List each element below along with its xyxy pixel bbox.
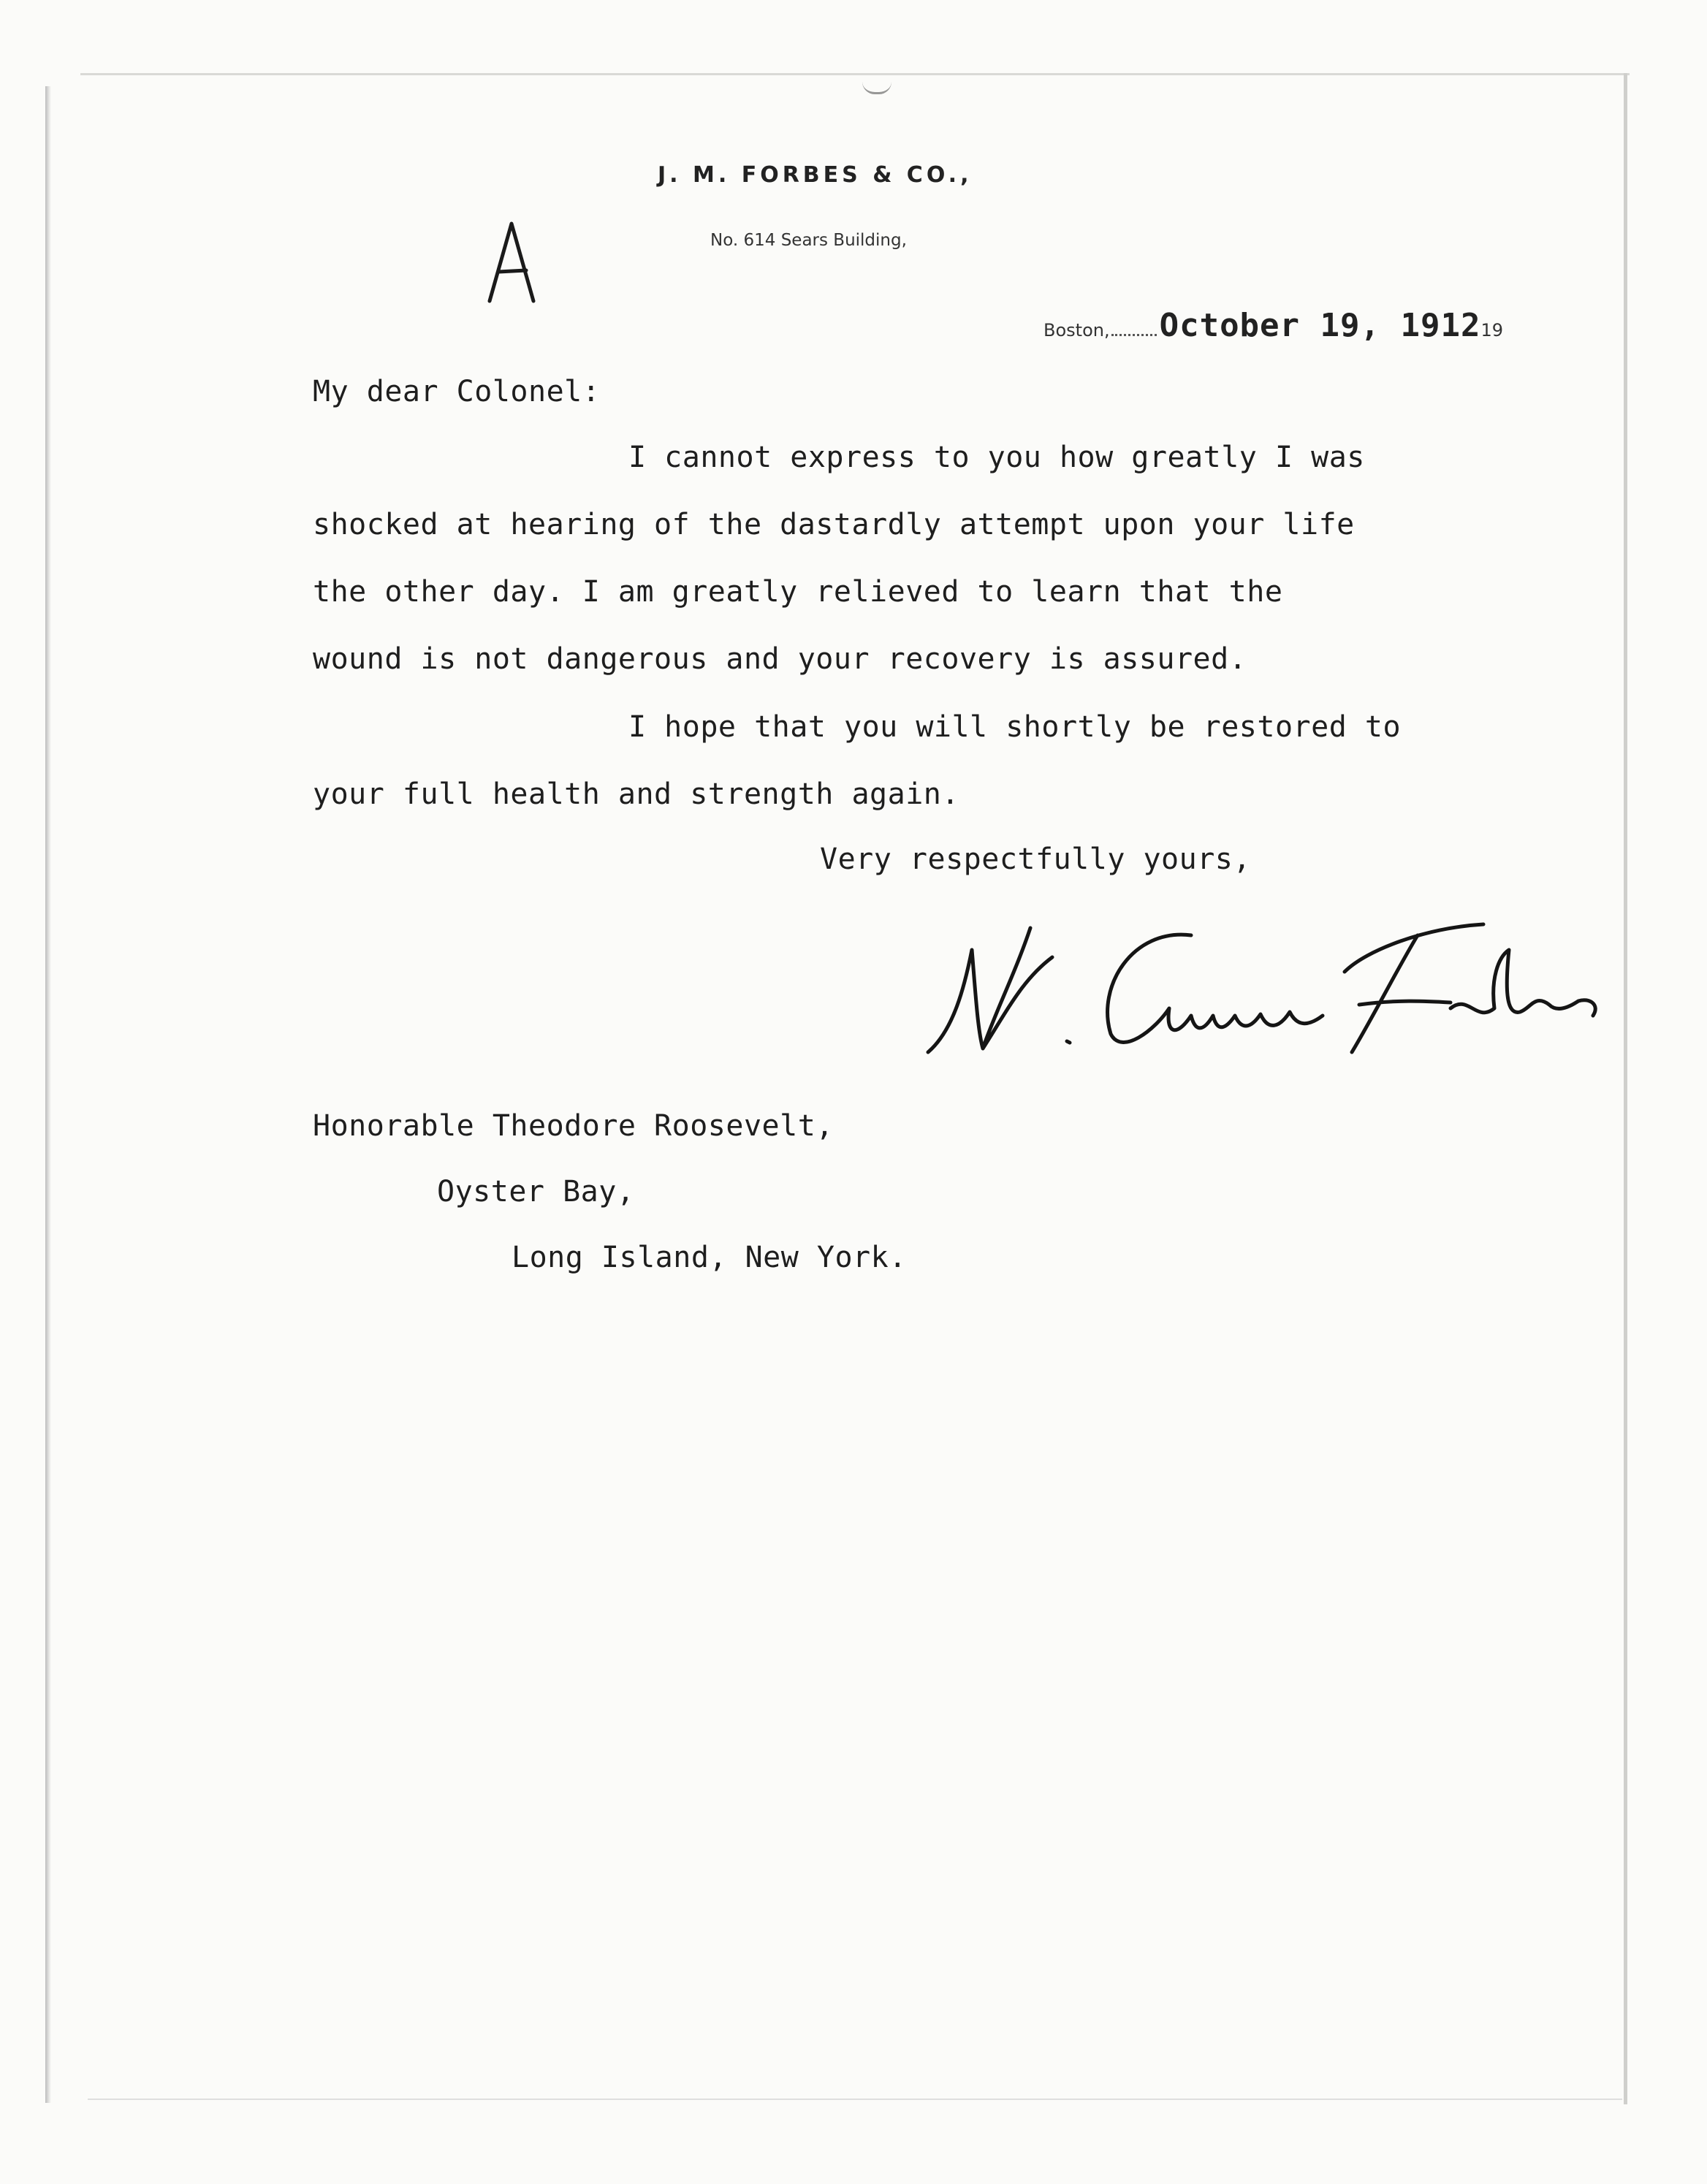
body-paragraph-2 xyxy=(313,710,1401,845)
date-dotted-leader xyxy=(1111,334,1157,336)
scan-edge-bottom xyxy=(88,2099,1622,2100)
paragraph-2-line-2: your full health and strength again. xyxy=(313,777,959,811)
date-place: Boston, xyxy=(1043,320,1110,340)
recipient-address-line-2: Oyster Bay, xyxy=(437,1175,635,1209)
letterhead-address: No. 614 Sears Building, xyxy=(710,231,907,250)
paragraph-2-line-1: I hope that you will shortly be restored to xyxy=(628,710,1402,744)
handwritten-signature xyxy=(913,906,1608,1067)
closing: Very respectfully yours, xyxy=(820,842,1251,876)
body-paragraph-1 xyxy=(313,441,1365,709)
paragraph-1-line-3: the other day. I am greatly relieved to learn that the xyxy=(313,575,1283,609)
date-typed: October 19, 1912 xyxy=(1159,307,1481,344)
letterhead-firm-name: J. M. FORBES & CO., xyxy=(658,162,973,188)
recipient-name-line: Honorable Theodore Roosevelt, xyxy=(313,1109,834,1143)
scan-edge-left xyxy=(45,86,51,2103)
paragraph-1-line-4: wound is not dangerous and your recovery is assured. xyxy=(313,642,1247,676)
paragraph-1-line-1: I cannot express to you how greatly I was xyxy=(628,441,1365,474)
date-line xyxy=(1043,307,1503,344)
scan-edge-right xyxy=(1624,73,1627,2104)
handwritten-mark-a xyxy=(482,219,541,307)
salutation: My dear Colonel: xyxy=(313,375,601,408)
scan-smudge xyxy=(862,82,891,94)
date-printed-suffix: 19 xyxy=(1480,320,1503,340)
recipient-address-line-3: Long Island, New York. xyxy=(512,1241,907,1274)
scan-edge-top xyxy=(80,73,1630,75)
paragraph-1-line-2: shocked at hearing of the dastardly attempt upon your life xyxy=(313,508,1355,541)
